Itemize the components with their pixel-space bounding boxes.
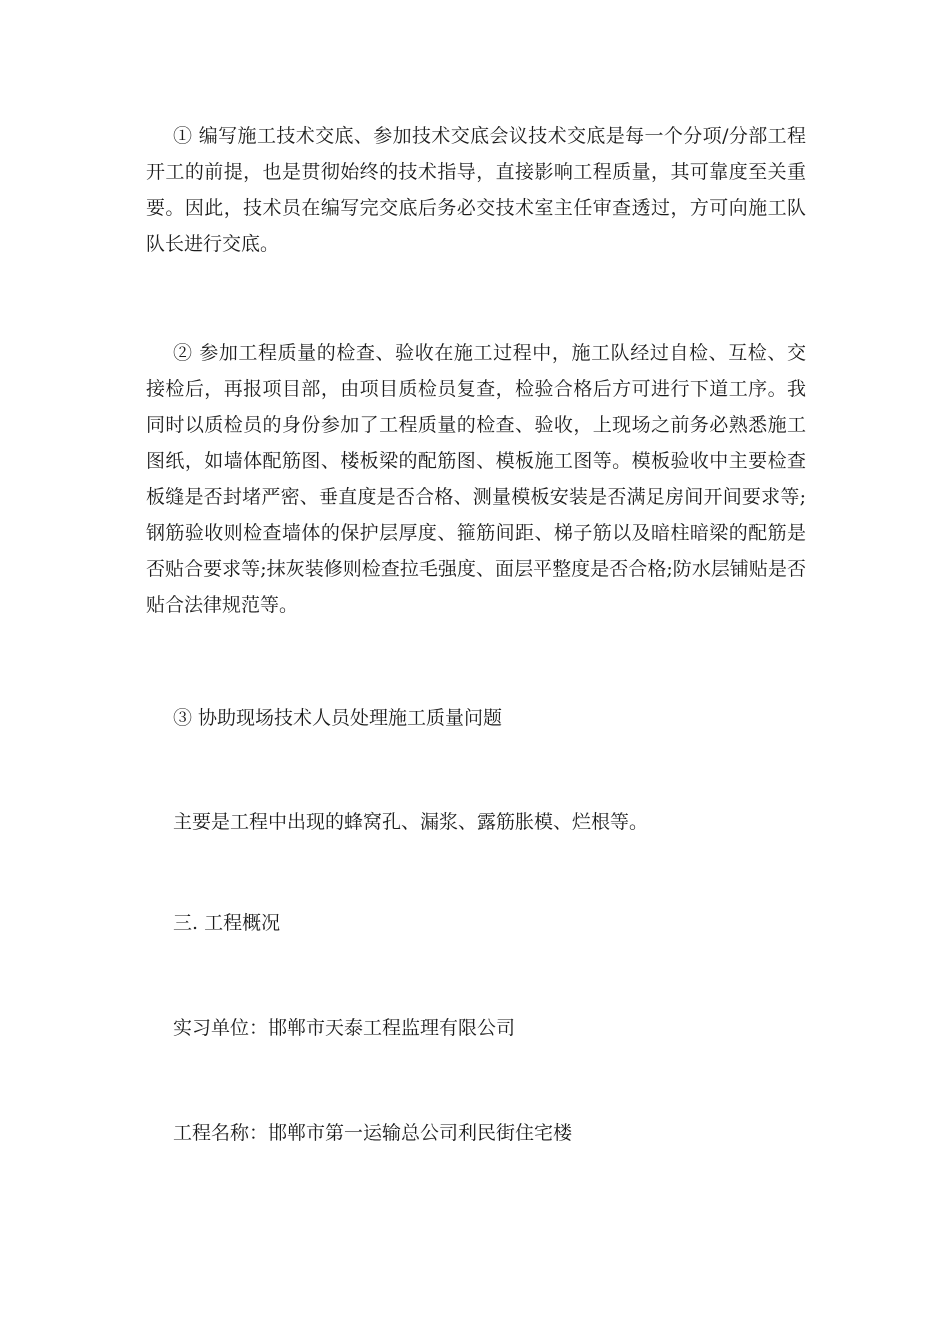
section-heading-project-overview: 三. 工程概况	[173, 912, 281, 934]
paragraph-project-name: 工程名称：邯郸市第一运输总公司利民街住宅楼	[173, 1122, 573, 1144]
paragraph-quality-inspection: ② 参加工程质量的检查、验收在施工过程中，施工队经过自检、互检、交接检后，再报项目部，由项目质检员复查，检验合格后方可进行下道工序。我同时以质检员的身份参加了工程质量的检查、验收，上现场之前务必熟悉施工图纸，如墙体配筋图、楼板梁的配筋图、模板施工图等。模板验收中主要检查板缝是否封堵严密、垂直度是否合格、测量模板安装是否满足房间开间要求等;钢筋验收则检查墙体的保护层厚度、箍筋间距、梯子筋以及暗柱暗梁的配筋是否贴合要求等;抹灰装修则检查拉毛强度、面层平整度是否合格;防水层铺贴是否贴合法律规范等。	[146, 342, 806, 616]
paragraph-quality-issues: 主要是工程中出现的蜂窝孔、漏浆、露筋胀模、烂根等。	[173, 811, 649, 833]
paragraph-internship-unit: 实习单位：邯郸市天泰工程监理有限公司	[173, 1017, 516, 1039]
paragraph-technical-briefing: ① 编写施工技术交底、参加技术交底会议技术交底是每一个分项/分部工程开工的前提，也是贯彻始终的技术指导，直接影响工程质量，其可靠度至关重要。因此，技术员在编写完交底后务必交技术室主任审查透过，方可向施工队队长进行交底。	[146, 125, 806, 255]
paragraph-assist-technicians: ③ 协助现场技术人员处理施工质量问题	[173, 707, 503, 729]
